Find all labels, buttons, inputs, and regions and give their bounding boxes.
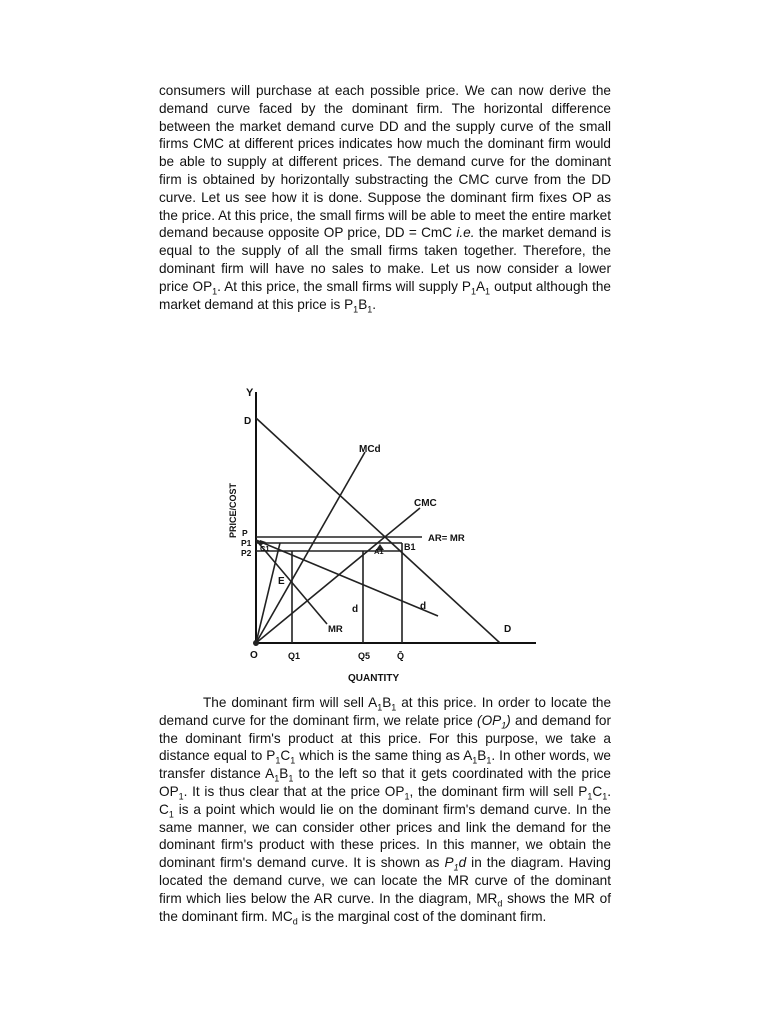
text-run: 1 (275, 756, 281, 767)
origin-dot (253, 640, 259, 646)
text-run: B (477, 748, 487, 764)
text-run: . It is thus clear that at the price OP (183, 783, 405, 799)
text-run: 1 (486, 756, 492, 767)
text-run: (OP (477, 712, 502, 728)
text-run: . In other words, we transfer distance A (159, 748, 611, 782)
text-run: to the left so that it gets coordinated with the price OP (159, 766, 611, 799)
y-axis-letter: Y (246, 387, 254, 399)
text-run: 1 (404, 791, 410, 802)
text-run: d (497, 898, 503, 909)
b1-label: B1 (404, 542, 416, 552)
mr-label: MR (328, 624, 343, 635)
d-label-mid: d (352, 604, 359, 615)
e-label: E (278, 576, 285, 587)
text-run: 1 (470, 286, 476, 297)
text-run: B (358, 296, 368, 312)
a1-label: A1 (374, 547, 384, 556)
text-run: which is the same thing as A (295, 748, 473, 764)
c1-label: C1 (260, 544, 270, 553)
text-run: , the dominant firm will sell P (409, 783, 588, 799)
text-run: i.e. (456, 225, 475, 241)
q1-label: Q1 (288, 651, 301, 661)
text-run: B (382, 695, 392, 710)
text-run: B (279, 766, 289, 782)
text-run: 1 (168, 809, 174, 820)
text-run: shows the MR of the dominant firm. MC (159, 890, 611, 924)
ar-mr-label: AR= MR (428, 533, 465, 544)
text-run: 1 (485, 286, 491, 297)
text-run: 1 (501, 720, 507, 731)
text-run: 1 (178, 791, 184, 802)
text-run: d (292, 916, 298, 927)
q5-label: Q5 (358, 651, 371, 661)
text-run: the market demand is equal to the supply of all the small firms taken together. Therefore, the dominant firm will have no sales to make. Let us now consider a lower price OP (159, 225, 611, 294)
text-run: 1 (290, 756, 296, 767)
text-run: consumers will purchase at each possible price. We can now derive the demand curve faced by the dominant firm. The horizontal difference between the market demand curve DD and the supply curve of the small firms CMC at different prices indicates how much the dominant firm would be able to supply at different prices. The demand curve for the dominant firm is obtained by horizontally substracting the CMC curve from the DD curve. Let us see how it is done. Suppose the dominant firm fixes OP as the price. At this price, the small firms will be able to meet the entire market demand because opposite OP price, DD = CmC (159, 83, 611, 241)
text-run: 1 (391, 702, 397, 713)
paragraph-1 (159, 82, 611, 313)
c1-connector (256, 543, 280, 643)
text-run: 1 (472, 756, 478, 767)
demand-top-label: D (244, 416, 252, 427)
origin-label: O (250, 650, 258, 661)
text-run: 1 (602, 791, 608, 802)
y-axis-title: PRICE/COST (228, 482, 238, 538)
text-run: 1 (353, 304, 359, 315)
text-run: C (280, 748, 291, 764)
text-run: 1 (212, 286, 218, 297)
text-run: is the marginal cost of the dominant firm. (297, 908, 547, 924)
paragraph-2 (159, 694, 611, 925)
price-p1-label: P1 (241, 538, 252, 548)
dominant-firm-figure (222, 380, 542, 690)
text-run: . (372, 296, 377, 312)
price-p2-label: P2 (241, 548, 252, 558)
text-run: d (458, 855, 467, 871)
text-run: 1 (377, 702, 383, 713)
text-run: A (475, 278, 486, 294)
price-p-label: P (242, 528, 248, 538)
text-run: . C (159, 783, 612, 817)
text-run: in the diagram. Having located the demand curve, we can locate the MR curve of the dominant firm which lies below the AR curve. In the diagram, MR (159, 855, 611, 906)
qbar-label: Q̄ (397, 651, 405, 661)
mc-dominant-label: MCd (359, 444, 381, 455)
figure-diagram (222, 380, 542, 690)
text-run: and demand for the dominant firm's product at this price. For this purpose, we take a distance equal to P (159, 712, 612, 764)
text-run: 1 (274, 773, 280, 784)
demand-bottom-label: D (504, 624, 512, 635)
text-run: 1 (587, 791, 593, 802)
d-label-right: d (420, 601, 427, 612)
text-run: output although the market demand at this price is P (159, 278, 611, 312)
text-run: P (444, 855, 454, 871)
cmc-label: CMC (414, 498, 437, 509)
text-run: 1 (367, 304, 373, 315)
text-run: ) (506, 712, 511, 728)
text-run: at this price. In order to locate the demand curve for the dominant firm, we relate price (159, 695, 612, 728)
text-run: C (592, 783, 603, 799)
text-run: is a point which would lie on the dominant firm's demand curve. In the same manner, we can consider other prices and link the demand for the dominant firm's product with these prices. In this manner, we obtain the dominant firm's demand curve. It is shown as (159, 801, 611, 871)
x-axis-title: QUANTITY (348, 673, 400, 684)
text-run: The dominant firm will sell A (203, 695, 378, 710)
text-run: . At this price, the small firms will supply P (217, 278, 471, 294)
text-run: 1 (453, 862, 459, 873)
text-run: 1 (288, 773, 294, 784)
